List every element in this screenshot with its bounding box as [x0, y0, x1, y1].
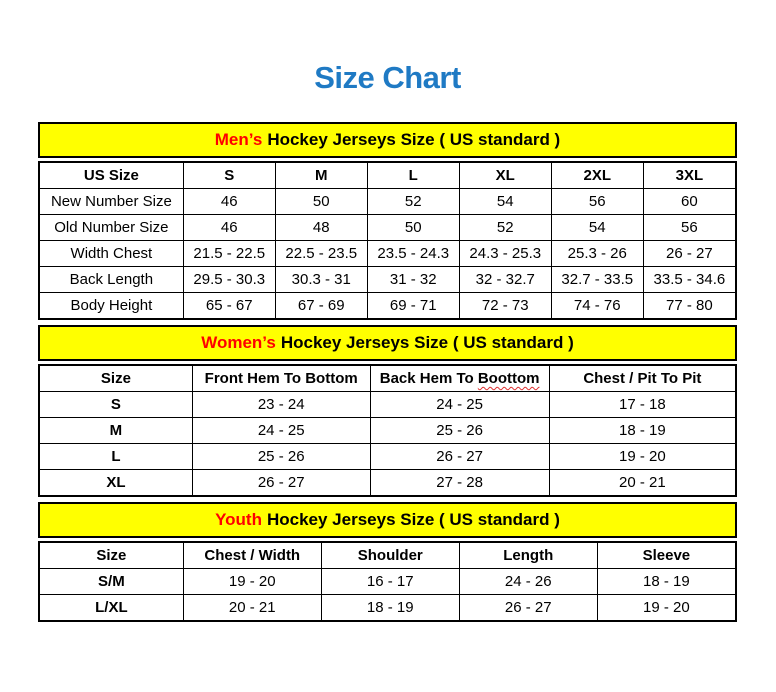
table-row: [39, 267, 736, 293]
value-cell: 18 - 19: [597, 569, 736, 595]
value-cell: 26 - 27: [643, 241, 736, 267]
caption-rest: Hockey Jerseys Size ( US standard ): [266, 510, 560, 529]
youth-caption-bar: [38, 502, 737, 538]
value-cell: 20 - 21: [549, 470, 736, 497]
header-cell: Front Hem To Bottom: [192, 365, 370, 392]
value-cell: 33.5 - 34.6: [643, 267, 736, 293]
row-label: Body Height: [39, 293, 183, 320]
value-cell: 23.5 - 24.3: [367, 241, 459, 267]
value-cell: 24.3 - 25.3: [459, 241, 551, 267]
value-cell: 21.5 - 22.5: [183, 241, 275, 267]
value-cell: 19 - 20: [183, 569, 321, 595]
value-cell: 72 - 73: [459, 293, 551, 320]
table-row: [39, 569, 736, 595]
row-label: New Number Size: [39, 189, 183, 215]
value-cell: 18 - 19: [321, 595, 459, 622]
value-cell: 67 - 69: [275, 293, 367, 320]
row-label: Back Length: [39, 267, 183, 293]
value-cell: 56: [643, 215, 736, 241]
value-cell: 24 - 26: [459, 569, 597, 595]
value-cell: 25.3 - 26: [551, 241, 643, 267]
section-mens: [38, 122, 737, 320]
youth-size-table: [38, 541, 737, 622]
value-cell: 46: [183, 215, 275, 241]
header-row: [39, 365, 736, 392]
value-cell: 48: [275, 215, 367, 241]
womens-size-table: [38, 364, 737, 497]
value-cell: 26 - 27: [370, 444, 549, 470]
header-cell: Shoulder: [321, 542, 459, 569]
header-cell: 3XL: [643, 162, 736, 189]
value-cell: 23 - 24: [192, 392, 370, 418]
header-row: [39, 162, 736, 189]
value-cell: 32 - 32.7: [459, 267, 551, 293]
value-cell: 46: [183, 189, 275, 215]
caption-highlight: Men’s: [214, 130, 263, 149]
table-row: [39, 444, 736, 470]
value-cell: 31 - 32: [367, 267, 459, 293]
value-cell: 50: [367, 215, 459, 241]
caption-rest: Hockey Jerseys Size ( US standard ): [280, 333, 574, 352]
caption-highlight: Women’s: [201, 333, 276, 352]
value-cell: 19 - 20: [549, 444, 736, 470]
value-cell: 77 - 80: [643, 293, 736, 320]
value-cell: 25 - 26: [370, 418, 549, 444]
header-text: Back Hem To: [379, 370, 474, 387]
header-cell: 2XL: [551, 162, 643, 189]
header-cell: L: [367, 162, 459, 189]
header-cell: Length: [459, 542, 597, 569]
header-cell: Sleeve: [597, 542, 736, 569]
value-cell: 20 - 21: [183, 595, 321, 622]
row-label: S: [39, 392, 192, 418]
section-youth: [38, 502, 737, 622]
table-row: [39, 215, 736, 241]
section-womens: [38, 325, 737, 497]
value-cell: 60: [643, 189, 736, 215]
header-cell: US Size: [39, 162, 183, 189]
value-cell: 69 - 71: [367, 293, 459, 320]
header-cell: XL: [459, 162, 551, 189]
header-cell: M: [275, 162, 367, 189]
value-cell: 52: [459, 215, 551, 241]
header-cell: Size: [39, 542, 183, 569]
value-cell: 18 - 19: [549, 418, 736, 444]
row-label: Old Number Size: [39, 215, 183, 241]
caption-rest: Hockey Jerseys Size ( US standard ): [267, 130, 561, 149]
table-row: [39, 293, 736, 320]
value-cell: 24 - 25: [370, 392, 549, 418]
table-row: [39, 595, 736, 622]
row-label: M: [39, 418, 192, 444]
row-label: S/M: [39, 569, 183, 595]
value-cell: 74 - 76: [551, 293, 643, 320]
row-label: XL: [39, 470, 192, 497]
mens-size-table: [38, 161, 737, 320]
row-label: L/XL: [39, 595, 183, 622]
value-cell: 54: [551, 215, 643, 241]
table-row: [39, 392, 736, 418]
table-row: [39, 470, 736, 497]
value-cell: 22.5 - 23.5: [275, 241, 367, 267]
value-cell: 25 - 26: [192, 444, 370, 470]
value-cell: 17 - 18: [549, 392, 736, 418]
value-cell: 29.5 - 30.3: [183, 267, 275, 293]
value-cell: 52: [367, 189, 459, 215]
womens-caption-bar: [38, 325, 737, 361]
header-cell: Chest / Width: [183, 542, 321, 569]
mens-caption-bar: [38, 122, 737, 158]
table-row: [39, 241, 736, 267]
header-cell: [370, 365, 549, 392]
value-cell: 65 - 67: [183, 293, 275, 320]
misspelled-word: Boottom: [477, 370, 540, 387]
value-cell: 19 - 20: [597, 595, 736, 622]
row-label: L: [39, 444, 192, 470]
value-cell: 54: [459, 189, 551, 215]
row-label: Width Chest: [39, 241, 183, 267]
header-row: [39, 542, 736, 569]
header-cell: S: [183, 162, 275, 189]
value-cell: 50: [275, 189, 367, 215]
value-cell: 30.3 - 31: [275, 267, 367, 293]
size-chart-document: [38, 122, 737, 627]
header-cell: Size: [39, 365, 192, 392]
value-cell: 26 - 27: [192, 470, 370, 497]
header-cell: Chest / Pit To Pit: [549, 365, 736, 392]
value-cell: 27 - 28: [370, 470, 549, 497]
value-cell: 16 - 17: [321, 569, 459, 595]
table-row: [39, 418, 736, 444]
table-row: [39, 189, 736, 215]
value-cell: 56: [551, 189, 643, 215]
value-cell: 24 - 25: [192, 418, 370, 444]
value-cell: 32.7 - 33.5: [551, 267, 643, 293]
value-cell: 26 - 27: [459, 595, 597, 622]
caption-highlight: Youth: [215, 510, 262, 529]
page-title: Size Chart: [314, 60, 461, 95]
